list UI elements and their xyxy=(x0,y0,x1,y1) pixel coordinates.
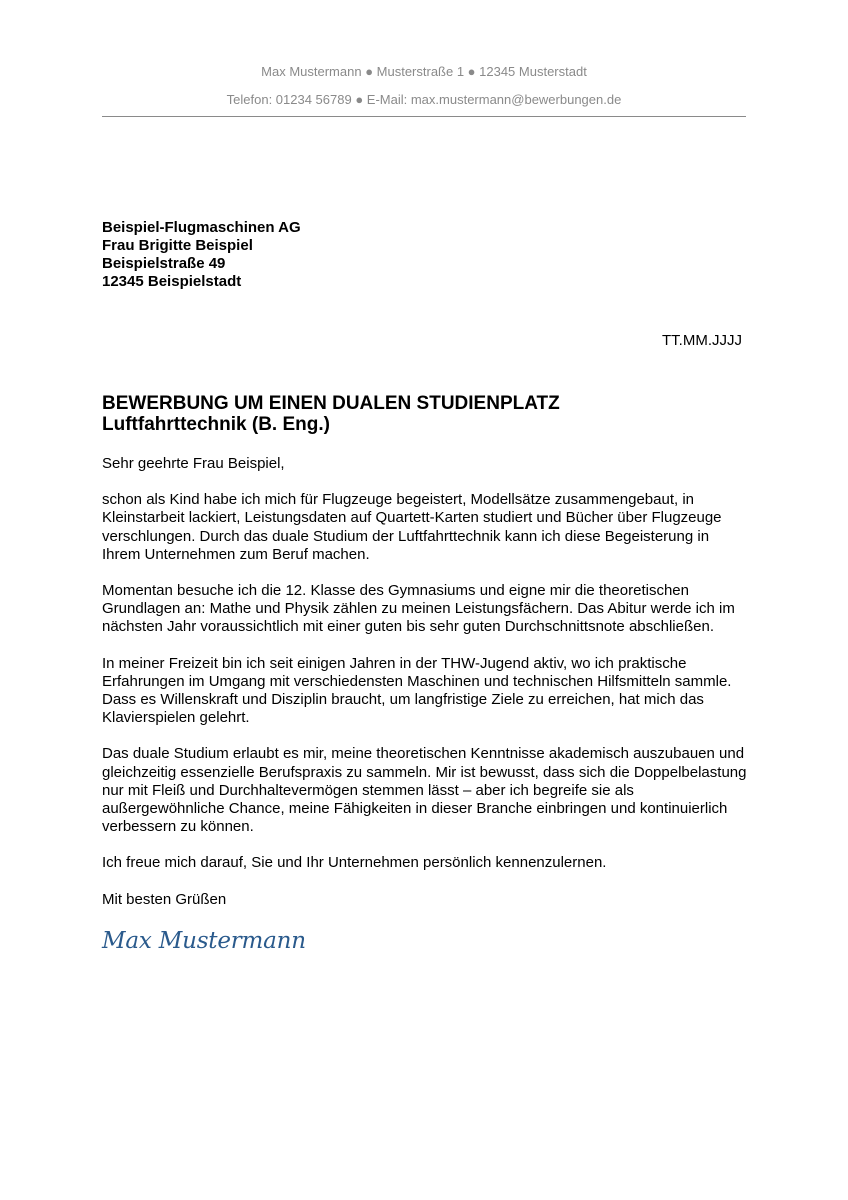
recipient-person: Frau Brigitte Beispiel xyxy=(102,237,253,254)
body-paragraph: schon als Kind habe ich mich für Flugzeuge begeistert, Modellsätze zusammengebaut, in Kleinstarbeit lackiert, Leistungsdaten auf Quartett-Karten studiert und Bücher über Flugzeuge verschlungen. Durch das duale Studium der Luftfahrttechnik kann ich diese Begeisterung in Ihrem Unternehmen zum Beruf machen. xyxy=(102,491,722,563)
body-paragraph: Momentan besuche ich die 12. Klasse des Gymnasiums und eigne mir die theoretischen Grundlagen an: Mathe und Physik zählen zu meinen Leistungsfächern. Das Abitur werde ich im nächsten Jahr voraussichtlich mit einer guten bis sehr guten Durchschnittsnote abschließen. xyxy=(102,582,735,636)
body-paragraph: Ich freue mich darauf, Sie und Ihr Unternehmen persönlich kennenzulernen. xyxy=(102,854,607,872)
sender-contact: Telefon: 01234 56789 ● E-Mail: max.mustermann@bewerbungen.de xyxy=(226,92,622,107)
sender-address: Max Mustermann ● Musterstraße 1 ● 12345 Musterstadt xyxy=(261,64,587,79)
header-divider xyxy=(102,116,746,117)
subject-subtitle: Luftfahrttechnik (B. Eng.) xyxy=(102,414,330,435)
body-paragraph: Das duale Studium erlaubt es mir, meine theoretischen Kenntnisse akademisch auszubauen und gleichzeitig essenzielle Berufspraxis zu sammeln. Mir ist bewusst, dass sich die Doppelbelastung nur mit Fleiß und Durchhaltevermögen stemmen lässt – aber ich begreife sie als außergewöhnliche Chance, meine Fähigkeiten in dieser Branche einbringen und kontinuierlich verbessern zu können. xyxy=(102,745,747,836)
body-paragraph: In meiner Freizeit bin ich seit einigen Jahren in der THW-Jugend aktiv, wo ich praktische Erfahrungen im Umgang mit verschiedensten Maschinen und technischen Hilfsmitteln sammle. Dass es Willenskraft und Disziplin braucht, um langfristige Ziele zu erreichen, hat mich das Klavierspielen gelehrt. xyxy=(102,654,732,727)
recipient-company: Beispiel-Flugmaschinen AG xyxy=(102,219,301,236)
subject-line xyxy=(102,393,560,435)
recipient-city: 12345 Beispielstadt xyxy=(102,273,242,290)
subject-title: BEWERBUNG UM EINEN DUALEN STUDIENPLATZ xyxy=(102,393,560,414)
recipient-street: Beispielstraße 49 xyxy=(102,255,226,272)
letter-body xyxy=(102,455,747,927)
salutation: Sehr geehrte Frau Beispiel, xyxy=(102,455,285,472)
letterhead xyxy=(102,62,746,110)
letter-date: TT.MM.JJJJ xyxy=(662,332,742,349)
closing: Mit besten Grüßen xyxy=(102,890,227,908)
recipient-address xyxy=(102,219,301,291)
signature: Max Mustermann xyxy=(102,928,306,954)
